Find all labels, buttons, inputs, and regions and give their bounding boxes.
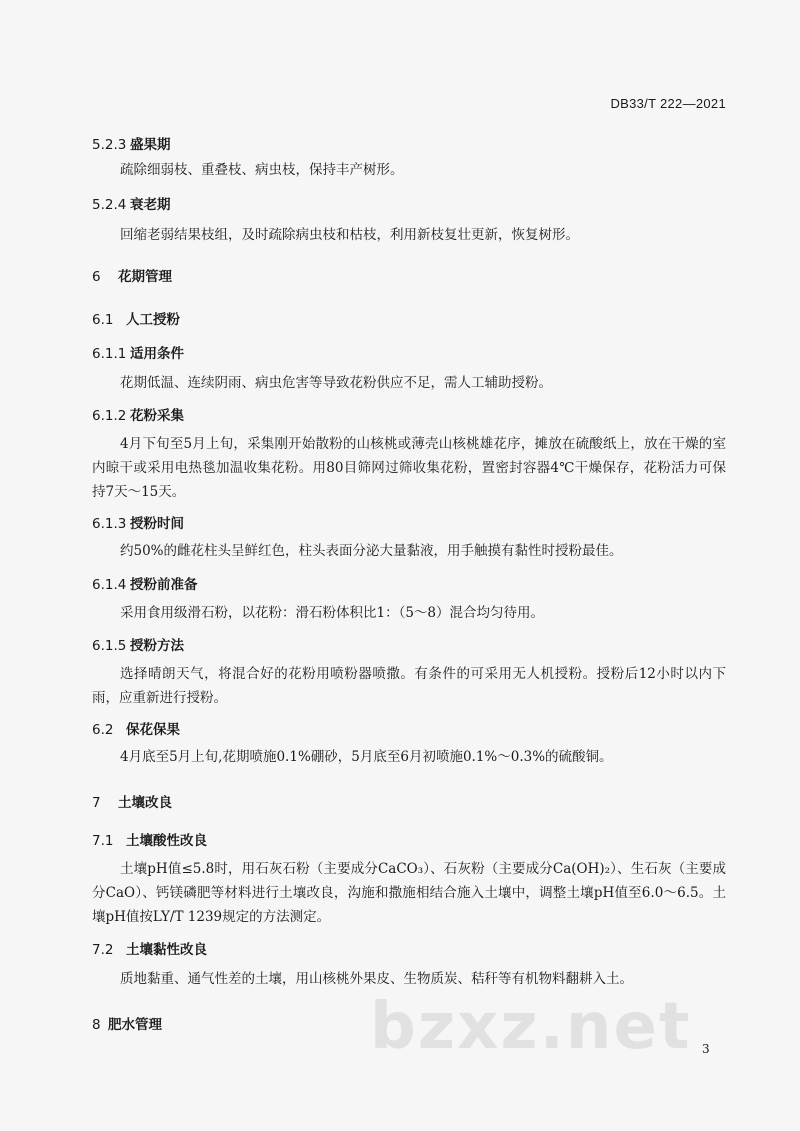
section-heading-5-2-3 <box>92 133 171 153</box>
section-title: 花期管理 <box>118 269 172 285</box>
section-number: 8 <box>92 1017 101 1033</box>
section-number: 6 <box>92 269 101 285</box>
section-title: 衰老期 <box>130 197 171 213</box>
section-heading-6 <box>92 265 172 285</box>
section-body-6-2: 4月底至5月上旬,花期喷施0.1%硼砂，5月底至6月初喷施0.1%～0.3%的硫酸铜。 <box>120 749 613 765</box>
section-heading-6-1-1 <box>92 342 184 362</box>
section-number: 6.1.1 <box>92 346 127 362</box>
section-heading-8 <box>92 1013 162 1033</box>
section-title: 肥水管理 <box>108 1017 162 1033</box>
section-title: 授粉时间 <box>130 516 184 532</box>
section-title: 土壤酸性改良 <box>126 833 207 849</box>
document-code: DB33/T 222—2021 <box>610 96 726 111</box>
section-heading-6-1-3 <box>92 512 184 532</box>
section-number: 6.1.2 <box>92 408 127 424</box>
section-title: 适用条件 <box>130 346 184 362</box>
section-number: 6.1 <box>92 312 114 328</box>
page-number: 3 <box>702 1042 710 1056</box>
section-body-6-1-2: 4月下旬至5月上旬，采集刚开始散粉的山核桃或薄壳山核桃雄花序，摊放在硫酸纸上，放在干燥的室内晾干或采用电热毯加温收集花粉。用80目筛网过筛收集花粉，置密封容器4℃干燥保存，花粉活力可保持7天～15天。 <box>92 436 726 500</box>
section-number: 7.2 <box>92 942 114 958</box>
section-title: 土壤改良 <box>118 795 172 811</box>
section-heading-6-1-5 <box>92 634 184 654</box>
section-heading-6-1-4 <box>92 573 198 593</box>
section-body-6-1-5: 选择晴朗天气，将混合好的花粉用喷粉器喷撒。有条件的可采用无人机授粉。授粉后12小时以内下雨，应重新进行授粉。 <box>92 666 726 706</box>
section-number: 5.2.4 <box>92 197 127 213</box>
section-heading-7-2 <box>92 938 207 958</box>
section-heading-6-2 <box>92 718 180 738</box>
section-number: 6.2 <box>92 722 114 738</box>
section-number: 7.1 <box>92 833 114 849</box>
watermark: bzxz.net <box>370 990 692 1064</box>
section-body-6-1-3: 约50%的雌花柱头呈鲜红色，柱头表面分泌大量黏液，用手触摸有黏性时授粉最佳。 <box>120 543 623 559</box>
section-title: 土壤黏性改良 <box>126 942 207 958</box>
section-title: 花粉采集 <box>130 408 184 424</box>
section-heading-6-1 <box>92 308 180 328</box>
section-number: 6.1.3 <box>92 516 127 532</box>
section-title: 授粉前准备 <box>130 577 198 593</box>
section-title: 盛果期 <box>130 137 171 153</box>
section-heading-7 <box>92 791 172 811</box>
section-number: 7 <box>92 795 101 811</box>
section-title: 人工授粉 <box>126 312 180 328</box>
section-number: 5.2.3 <box>92 137 127 153</box>
section-body-7-2: 质地黏重、通气性差的土壤，用山核桃外果皮、生物质炭、秸秆等有机物料翻耕入土。 <box>120 971 633 987</box>
section-title: 保花保果 <box>126 722 180 738</box>
section-number: 6.1.5 <box>92 638 127 654</box>
section-body-6-1-4: 采用食用级滑石粉，以花粉：滑石粉体积比1：（5～8）混合均匀待用。 <box>120 605 545 621</box>
section-heading-5-2-4 <box>92 193 171 213</box>
section-body-5-2-4: 回缩老弱结果枝组，及时疏除病虫枝和枯枝，利用新枝复壮更新，恢复树形。 <box>120 227 579 243</box>
section-heading-6-1-2 <box>92 404 184 424</box>
section-title: 授粉方法 <box>130 638 184 654</box>
section-body-5-2-3: 疏除细弱枝、重叠枝、病虫枝，保持丰产树形。 <box>120 162 404 178</box>
section-body-6-1-1: 花期低温、连续阴雨、病虫危害等导致花粉供应不足，需人工辅助授粉。 <box>120 375 552 391</box>
section-body-7-1: 土壤pH值≤5.8时，用石灰石粉（主要成分CaCO₃）、石灰粉（主要成分Ca(OH)₂）、生石灰（主要成分CaO）、钙镁磷肥等材料进行土壤改良，沟施和撒施相结合施入土壤中，调整土壤pH值至6.0～6.5。土壤pH值按LY/T 1239规定的方法测定。 <box>92 861 726 925</box>
section-heading-7-1 <box>92 829 207 849</box>
section-number: 6.1.4 <box>92 577 127 593</box>
